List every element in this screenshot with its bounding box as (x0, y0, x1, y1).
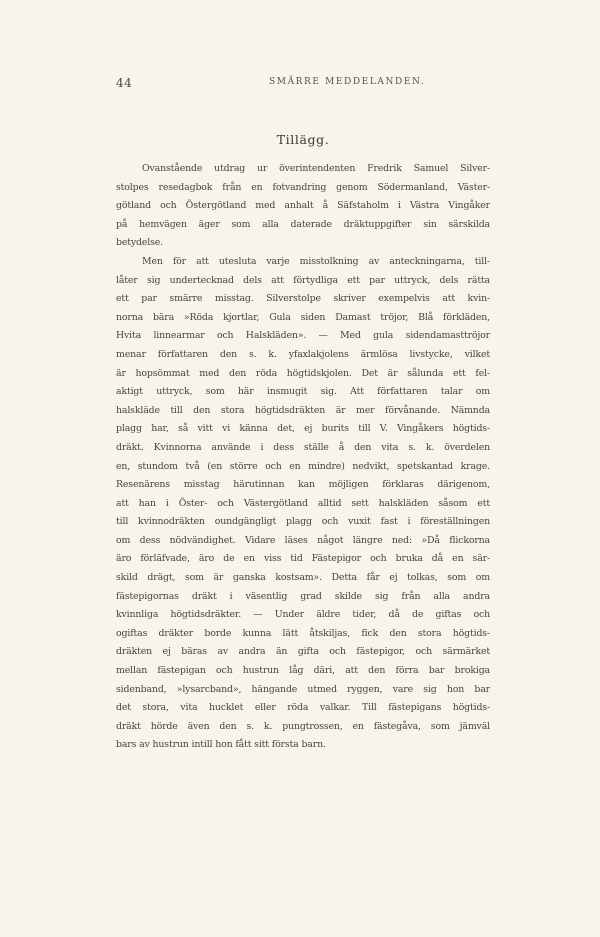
text-line: stolpes resedagbok från en fotvandring genom Södermanland, Väster- (116, 181, 490, 193)
text-line: till kvinnodräkten oundgängligt plagg och vuxit fast i föreställningen (116, 516, 490, 528)
text-line: Resenärens misstag härutinnan kan möjligen förklaras därigenom, (116, 479, 490, 491)
text-line: dräkt hörde även den s. k. pungtrossen, en fästegåva, som jämväl (116, 720, 490, 732)
text-line: halskläde till den stora högtidsdräkten är mer förvånande. Nämnda (116, 404, 490, 416)
text-line: ett par smärre misstag. Silverstolpe skriver exempelvis att kvin- (116, 293, 490, 305)
text-line: bars av hustrun intill hon fått sitt första barn. (116, 739, 326, 751)
page-number: 44 (116, 76, 133, 90)
section-title: Tillägg. (276, 132, 330, 147)
text-line: sidenband, »lysarcband», hängande utmed ryggen, vare sig hon bar (116, 683, 490, 695)
text-line: kvinnliga högtidsdräkter. — Under äldre tider, då de giftas och (116, 609, 490, 621)
text-line: götland och Östergötland med anhalt å Säfstaholm i Västra Vingåker (116, 200, 490, 212)
text-line: Ovanstående utdrag ur överintendenten Fredrik Samuel Silver- (142, 163, 490, 174)
text-line: är hopsömmat med den röda högtidskjolen. Det är sålunda ett fel- (116, 367, 490, 379)
text-line: mellan fästepigan och hustrun låg däri, att den förra bar brokiga (116, 665, 490, 677)
text-line: norna bära »Röda kjortlar, Gula siden Damast tröjor, Blå förkläden, (116, 311, 490, 323)
text-line: det stora, vita hucklet eller röda valkar. Till fästepigans högtids- (116, 702, 490, 714)
text-line: äro förläfvade, äro de en viss tid Fästepigor och bruka då en sär- (116, 553, 490, 565)
text-line: Hvita linnearmar och Halskläden». — Med gula sidendamasttröjor (116, 330, 490, 342)
text-line: dräkt. Kvinnorna använde i dess ställe å den vita s. k. överdelen (116, 441, 490, 453)
text-line: en, stundom två (en större och en mindre) nedvikt, spetskantad krage. (116, 460, 490, 472)
text-line: ogiftas dräkter borde kunna lätt åtskiljas, fick den stora högtids- (116, 627, 490, 639)
text-line: aktigt uttryck, som här insmugit sig. Att författaren talar om (116, 386, 490, 398)
text-line: betydelse. (116, 237, 164, 249)
text-line: att han i Öster- och Västergötland alltid sett halskläden såsom ett (116, 497, 490, 509)
running-head: SMÄRRE MEDDELANDEN. (269, 77, 426, 87)
text-line: Men för att utesluta varje misstolkning av anteckningarna, till- (142, 255, 490, 267)
paragraph (116, 160, 490, 253)
paragraph (116, 253, 490, 755)
text-line: dräkten ej bäras av andra än gifta och fästepigor, och särmärket (116, 646, 490, 658)
text-line: skild drägt, som är ganska kostsam». Detta får ej tolkas, som om (116, 572, 490, 584)
text-line: fästepigornas dräkt i väsentlig grad skilde sig från alla andra (116, 590, 490, 602)
text-line: menar författaren den s. k. yfaxlakjolens ärmlösa livstycke, vilket (116, 348, 490, 360)
page-header (116, 76, 490, 92)
text-line: om dess nödvändighet. Vidare läses något längre ned: »Då flickorna (116, 534, 490, 546)
text-line: låter sig undertecknad dels att förtydliga ett par uttryck, dels rätta (116, 274, 490, 286)
text-line: plagg har, så vitt vi känna det, ej burits till V. Vingåkers högtids- (116, 423, 490, 435)
text-line: på hemvägen äger som alla daterade dräktuppgifter sin särskilda (116, 218, 490, 230)
body-text (116, 160, 490, 755)
